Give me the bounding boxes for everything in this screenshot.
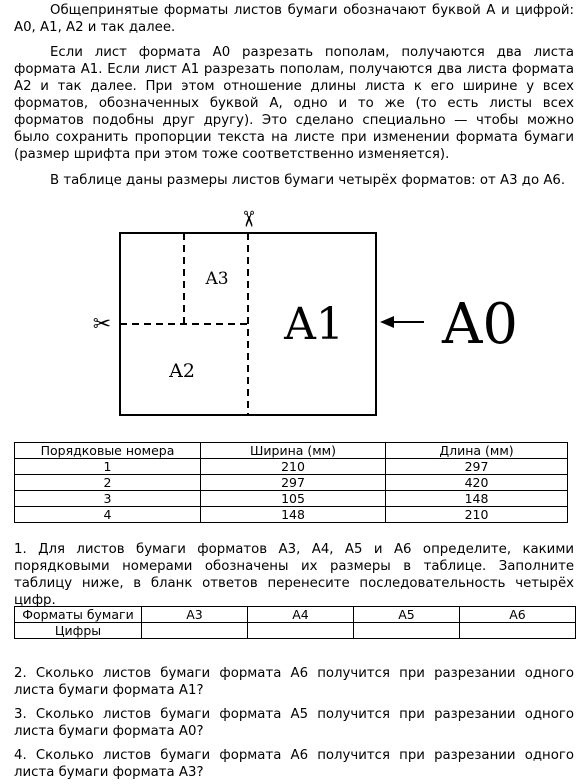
column-header: Ширина (мм) [201,443,386,459]
column-header: Форматы бумаги [15,607,142,623]
table-header-row [15,607,576,623]
label-a0: A0 [441,292,519,357]
table-cell: 2 [15,475,201,491]
table-row [15,623,576,639]
answer-cell-a4[interactable] [248,623,354,639]
intro-paragraph-1: Общепринятые форматы листов бумаги обозначают буквой А и цифрой: А0, А1, А2 и так далее. [14,3,574,35]
table-cell: 3 [15,491,201,507]
row-label: Цифры [15,623,142,639]
column-header: А3 [142,607,248,623]
table-row [15,491,568,507]
answer-cell-a6[interactable] [460,623,576,639]
table-row [15,459,568,475]
column-header: Длина (мм) [386,443,568,459]
table-cell: 210 [386,507,568,523]
question-2: 2. Сколько листов бумаги формата А6 получится при разрезании одного листа бумаги формата А1? [14,666,574,698]
answer-cell-a5[interactable] [354,623,460,639]
scissors-icon: ✂ [92,312,112,337]
answer-table [14,606,576,639]
table-cell: 105 [201,491,386,507]
column-header: А4 [248,607,354,623]
table-cell: 4 [15,507,201,523]
question-3: 3. Сколько листов бумаги формата А5 получится при разрезании одного листа бумаги формата А0? [14,707,574,739]
arrow-icon [380,316,394,328]
label-a1: A1 [284,299,344,350]
column-header: А5 [354,607,460,623]
table-cell: 297 [386,459,568,475]
label-a2: A2 [169,360,195,382]
table-row [15,507,568,523]
scissors-icon: ✂ [235,209,260,229]
table-cell: 297 [201,475,386,491]
table-header-row [15,443,568,459]
sizes-table [14,442,568,523]
intro-paragraph-3: В таблице даны размеры листов бумаги четырёх форматов: от А3 до А6. [50,173,566,188]
intro-paragraph-2: Если лист формата А0 разрезать пополам, получаются два листа формата А1. Если лист А1 разрезать пополам, получаются два листа формата А2 и так далее. При этом отношение длины листа к его ширине у всех форматов, обозначенных буквой А, одно и то же (то есть листы всех форматов подобны друг другу). Это сделано специально — чтобы можно было сохранить пропорции текста на листе при изменении формата бумаги (размер шрифта при этом тоже соответственно изменяется). [14,45,574,162]
table-cell: 210 [201,459,386,475]
table-cell: 1 [15,459,201,475]
question-4: 4. Сколько листов бумаги формата А6 получится при разрезании одного листа бумаги формата А3? [14,748,574,780]
answer-cell-a3[interactable] [142,623,248,639]
table-cell: 148 [201,507,386,523]
question-1: 1. Для листов бумаги форматов А3, А4, А5 и А6 определите, какими порядковыми номерами обозначены их размеры в таблице. Заполните таблицу ниже, в бланк ответов перенесите последовательность четырёх цифр. [14,542,574,608]
paper-format-diagram [14,200,574,425]
column-header: А6 [460,607,576,623]
label-a3: A3 [205,269,229,289]
table-cell: 420 [386,475,568,491]
table-cell: 148 [386,491,568,507]
column-header: Порядковые номера [15,443,201,459]
table-row [15,475,568,491]
